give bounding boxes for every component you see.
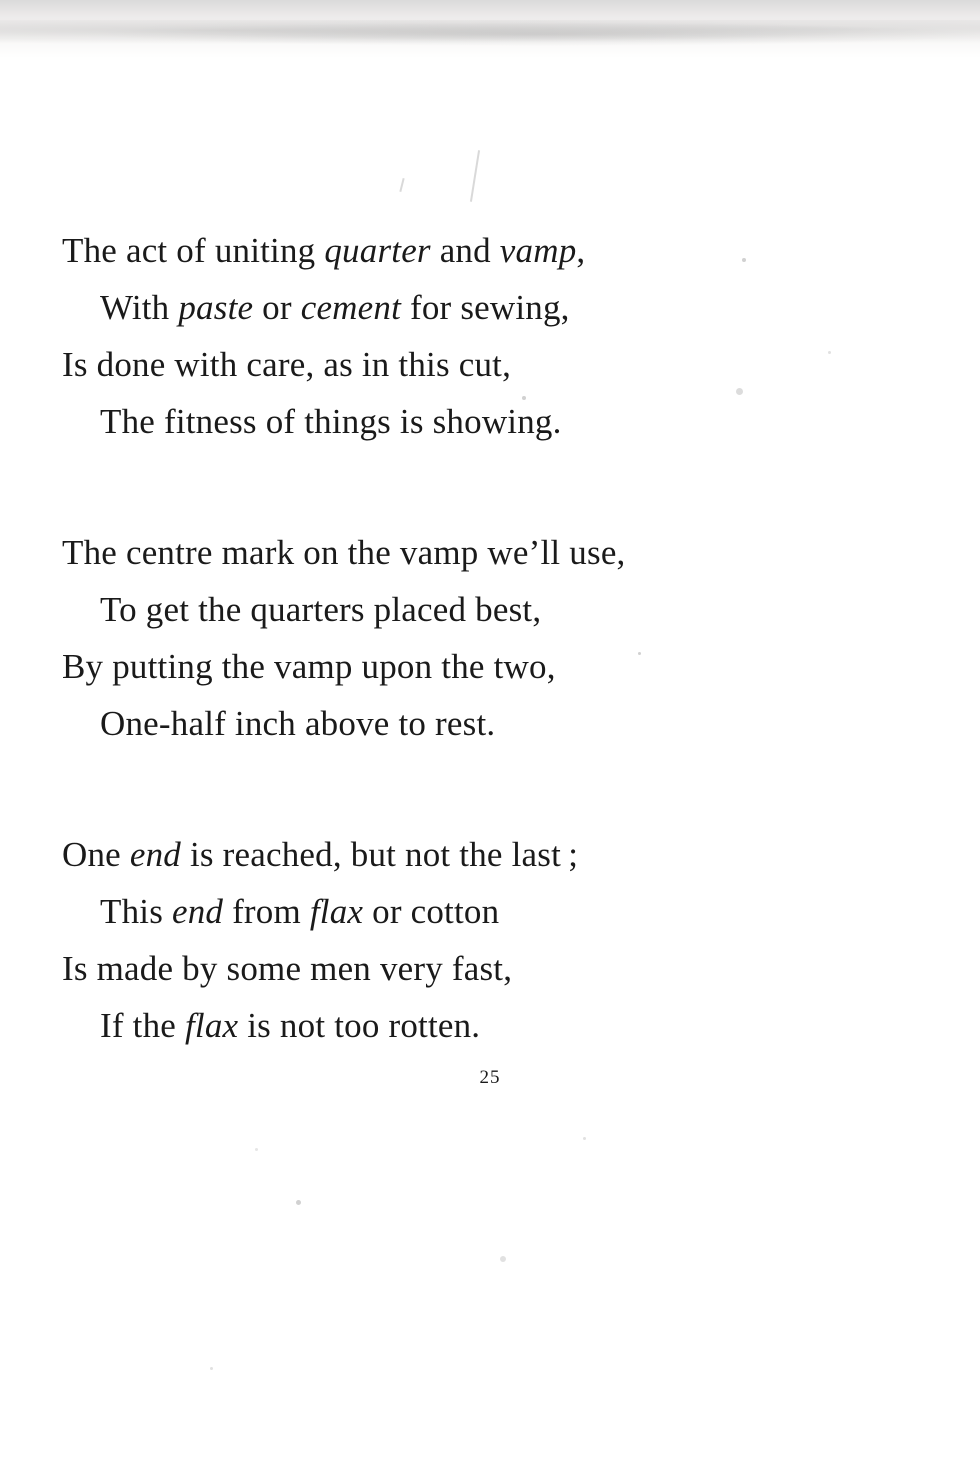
poem-line: [0, 279, 980, 336]
scan-speck: [255, 1148, 258, 1151]
poem-line: [0, 638, 980, 695]
poem-line: [0, 695, 980, 752]
poem-text: from: [223, 892, 310, 931]
poem-text: One: [62, 835, 130, 874]
poem-text: is not too rotten.: [238, 1006, 481, 1045]
scan-artifact-hairline: [399, 178, 404, 192]
poem-body: [0, 222, 980, 1054]
poem-text: and: [430, 231, 500, 270]
poem-text: The centre mark on the vamp we’ll use,: [62, 533, 626, 572]
scan-artifact-hairline: [470, 150, 480, 202]
poem-emphasis: cement: [300, 288, 402, 327]
poem-text: Is made by some men very fast,: [62, 949, 513, 988]
poem-stanza: [0, 222, 980, 450]
poem-stanza-list: [0, 222, 980, 1054]
scan-speck: [583, 1137, 586, 1140]
poem-emphasis: quarter: [324, 231, 431, 270]
poem-emphasis: flax: [309, 892, 364, 931]
poem-emphasis: end: [129, 835, 182, 874]
poem-text: By putting the vamp upon the two,: [62, 647, 556, 686]
poem-emphasis: end: [171, 892, 224, 931]
poem-emphasis: paste: [178, 288, 254, 327]
scan-speck: [500, 1256, 506, 1262]
page-number: 25: [479, 1067, 501, 1088]
poem-text: Is done with care, as in this cut,: [62, 345, 512, 384]
poem-line: [0, 524, 980, 581]
poem-text: for sewing,: [401, 288, 570, 327]
poem-emphasis: flax: [184, 1006, 239, 1045]
poem-text: The fitness of things is showing.: [100, 402, 562, 441]
poem-text: To get the quarters placed best,: [100, 590, 542, 629]
poem-line: [0, 997, 980, 1054]
poem-line: [0, 883, 980, 940]
poem-line: [0, 222, 980, 279]
poem-text: If the: [100, 1006, 185, 1045]
poem-line: [0, 940, 980, 997]
poem-text: One-half inch above to rest.: [100, 704, 496, 743]
poem-line: [0, 826, 980, 883]
poem-text: The act of uniting: [62, 231, 325, 270]
scan-speck: [210, 1367, 213, 1370]
poem-line: [0, 393, 980, 450]
poem-line: [0, 581, 980, 638]
poem-line: [0, 336, 980, 393]
poem-text: or cotton: [363, 892, 500, 931]
poem-text: or: [253, 288, 301, 327]
poem-stanza: [0, 524, 980, 752]
poem-text: With: [100, 288, 179, 327]
poem-emphasis: vamp: [499, 231, 577, 270]
poem-text: ,: [576, 231, 586, 270]
page-top-edge-shadow: [0, 0, 980, 58]
scan-speck: [296, 1200, 301, 1205]
poem-text: This: [100, 892, 172, 931]
poem-stanza: [0, 826, 980, 1054]
poem-text: is reached, but not the last ;: [181, 835, 579, 874]
